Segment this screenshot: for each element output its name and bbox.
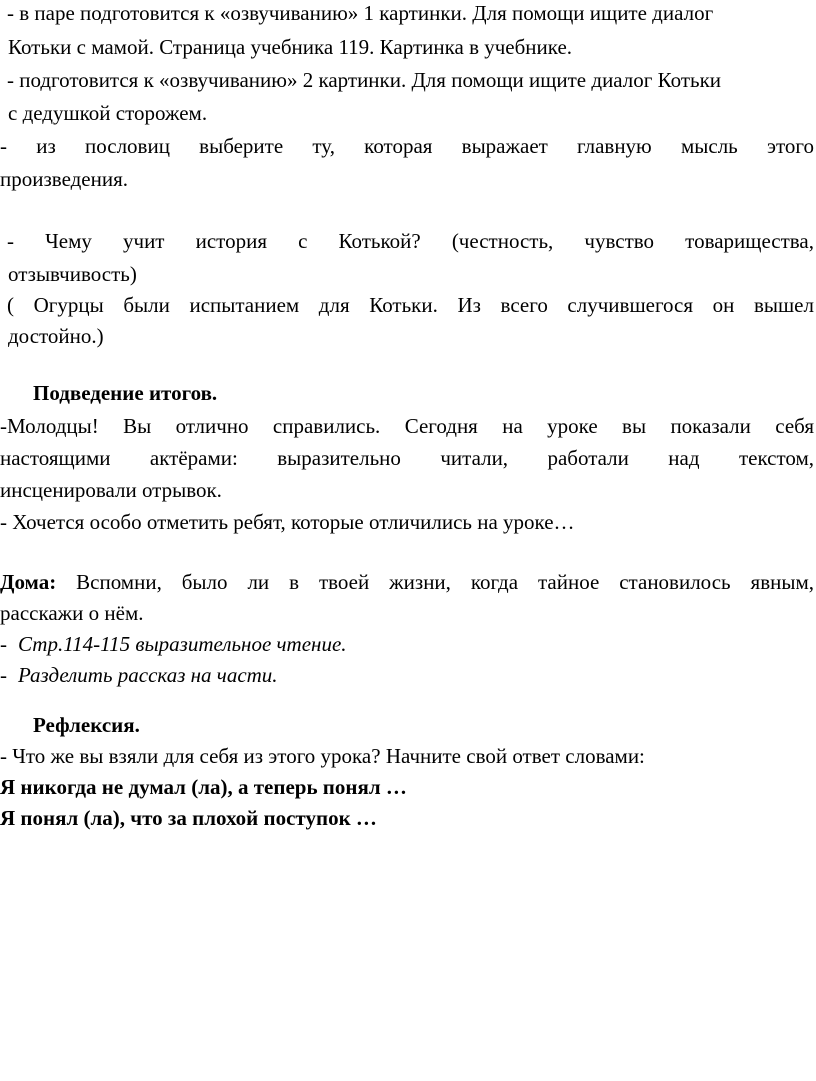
reflection-line-1: - Что же вы взяли для себя из этого урока? Начните свой ответ словами: xyxy=(0,744,645,768)
homework-label: Дома: xyxy=(0,570,57,594)
task-item-3-line-2: произведения. xyxy=(0,167,128,191)
task-item-1-line-1: - в паре подготовится к «озвучиванию» 1 картинки. Для помощи ищите диалог xyxy=(7,1,714,25)
homework-item-2-dash: - xyxy=(0,663,7,687)
homework-item-1-dash: - xyxy=(0,632,7,656)
homework-line-1 xyxy=(0,569,814,595)
reflection-prompt-1: Я никогда не думал (ла), а теперь понял … xyxy=(0,775,407,799)
homework-line-1-text: Вспомни, было ли в твоей жизни, когда тайное становилось явным, xyxy=(56,570,814,594)
task-item-2-line-1: - подготовится к «озвучиванию» 2 картинки. Для помощи ищите диалог Котьки xyxy=(7,68,722,92)
summary-heading: Подведение итогов. xyxy=(33,381,218,405)
summary-line-3: инсценировали отрывок. xyxy=(0,478,222,502)
homework-item-1 xyxy=(0,631,347,657)
reflection-heading: Рефлексия. xyxy=(33,713,140,737)
homework-item-2-text: Разделить рассказ на части. xyxy=(18,663,278,687)
homework-line-2: расскажи о нём. xyxy=(0,601,144,625)
question-line-2: отзывчивость) xyxy=(8,262,137,286)
summary-line-4: - Хочется особо отметить ребят, которые отличились на уроке… xyxy=(0,510,575,534)
question-line-3: ( Огурцы были испытанием для Котьки. Из всего случившегося он вышел xyxy=(7,293,814,317)
reflection-prompt-2: Я понял (ла), что за плохой поступок … xyxy=(0,806,377,830)
summary-line-2: настоящими актёрами: выразительно читали, работали над текстом, xyxy=(0,446,814,470)
homework-item-2 xyxy=(0,662,278,688)
summary-line-1: -Молодцы! Вы отлично справились. Сегодня на уроке вы показали себя xyxy=(0,414,814,438)
task-item-2-line-2: с дедушкой сторожем. xyxy=(8,101,208,125)
question-line-1: - Чему учит история с Котькой? (честность, чувство товарищества, xyxy=(7,229,814,253)
task-item-1-line-2: Котьки с мамой. Страница учебника 119. Картинка в учебнике. xyxy=(8,35,573,59)
homework-item-1-text: Стр.114-115 выразительное чтение. xyxy=(18,632,347,656)
task-item-3-line-1: - из пословиц выберите ту, которая выражает главную мысль этого xyxy=(0,134,814,158)
question-line-4: достойно.) xyxy=(8,324,104,348)
